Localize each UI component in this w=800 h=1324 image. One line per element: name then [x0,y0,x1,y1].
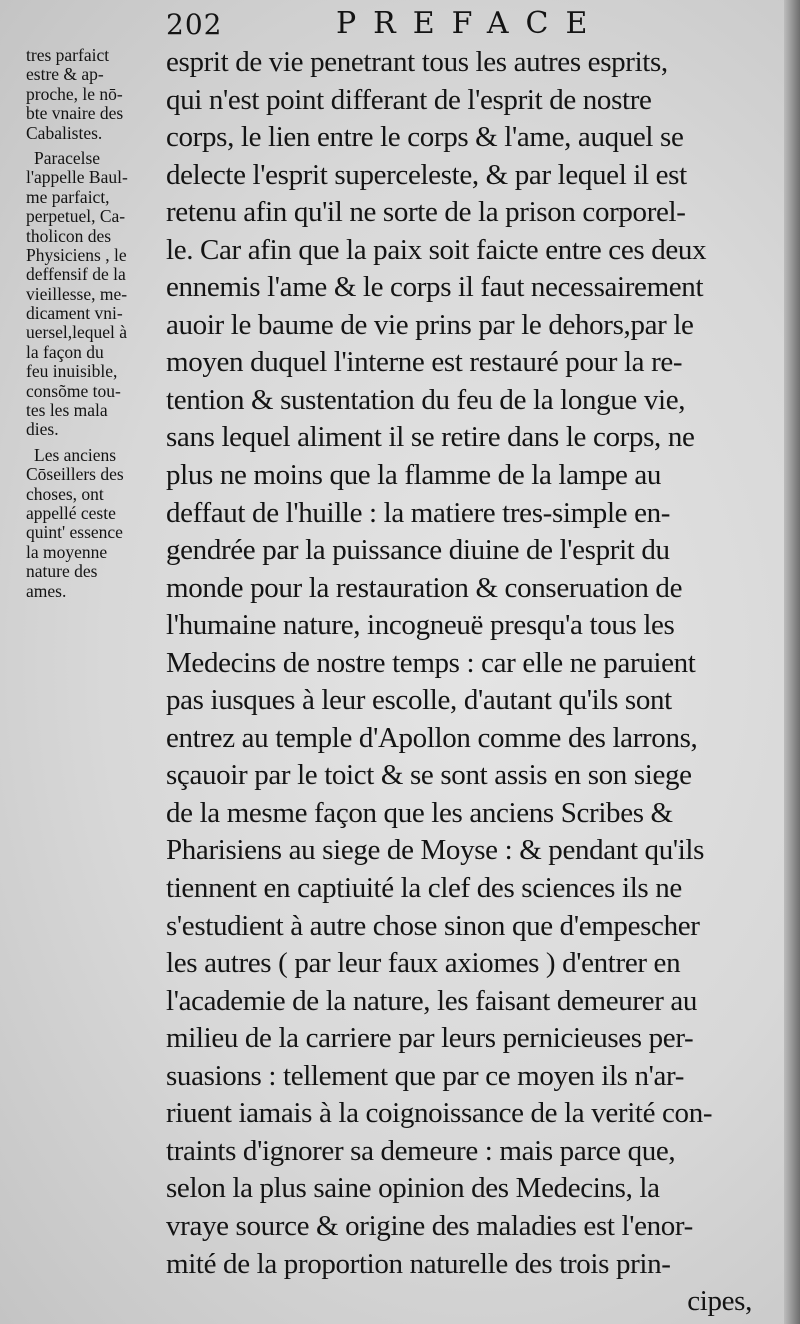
body-line: l'academie de la nature, les faisant demeurer au [166,984,698,1017]
margin-note-line: Cabalistes. [26,122,103,143]
margin-note-line: dicament vni- [26,303,123,324]
margin-note-line: perpetuel, Ca- [26,206,126,227]
body-line: gendrée par la puissance diuine de l'esprit du [166,534,670,567]
margin-note-line: l'appelle Baul- [26,167,128,188]
body-line: retenu afin qu'il ne sorte de la prison corporel- [166,196,686,229]
body-line: sans lequel aliment il se retire dans le corps, ne [166,421,695,454]
body-line: selon la plus saine opinion des Medecins, la [166,1172,660,1205]
body-line: sçauoir par le toict & se sont assis en son siege [166,759,692,792]
margin-note-line: Les anciens [34,444,117,465]
margin-note-line: tes les mala [26,400,108,421]
body-line: qui n'est point differant de l'esprit de nostre [166,83,652,116]
margin-note [26,46,162,143]
margin-note-line: choses, ont [26,483,104,504]
margin-note-line: la façon du [26,341,104,362]
margin-note-line: feu inuisible, [26,361,118,382]
body-line: riuent iamais à la coignoissance de la verité con- [166,1097,713,1130]
body-line: Pharisiens au siege de Moyse : & pendant qu'ils [166,834,705,867]
margin-note-line: consõme tou- [26,380,121,401]
body-line: auoir le baume de vie prins par le dehors,par le [166,308,694,341]
margin-note-line: estre & ap- [26,64,104,85]
body-line: milieu de la carriere par leurs pernicieuses per- [166,1022,694,1055]
margin-note-line: bte vnaire des [26,103,124,124]
body-text [166,44,752,1321]
body-line: ennemis l'ame & le corps il faut necessairement [166,271,704,304]
margin-note-line: Paracelse [34,147,101,168]
body-line: plus ne moins que la flamme de la lampe au [166,459,662,492]
margin-note [26,446,162,601]
margin-note-line: vieillesse, me- [26,283,128,304]
body-line: moyen duquel l'interne est restauré pour la re- [166,346,683,379]
margin-note-line: appellé ceste [26,502,116,523]
body-line: entrez au temple d'Apollon comme des larrons, [166,721,698,754]
body-line: corps, le lien entre le corps & l'ame, auquel se [166,121,684,154]
margin-note-line: me parfaict, [26,186,110,207]
body-line: de la mesme façon que les anciens Scribes & [166,796,673,829]
body-line: Medecins de nostre temps : car elle ne paruient [166,646,696,679]
margin-note-line: dies. [26,419,59,440]
margin-note-line: quint' essence [26,522,123,543]
body-line: s'estudient à autre chose sinon que d'empescher [166,909,700,942]
body-line: l'humaine nature, incogneuë presqu'a tous les [166,609,675,642]
margin-note-line: Physiciens , le [26,244,127,265]
body-line: cipes, [687,1285,752,1318]
margin-note-line: nature des [26,561,98,582]
page-edge-shadow [784,0,800,1324]
body-line: tiennent en captiuité la clef des sciences ils ne [166,872,682,905]
margin-note-line: deffensif de la [26,264,126,285]
body-line: vraye source & origine des maladies est l'enor- [166,1209,693,1242]
margin-note-line: la moyenne [26,541,108,562]
margin-note-line: proche, le nō- [26,83,123,104]
body-line: pas iusques à leur escolle, d'autant qu'ils sont [166,684,672,717]
margin-note-line: uersel,lequel à [26,322,128,343]
margin-note-line: ames. [26,580,67,601]
margin-note-line: tres parfaict [26,45,110,65]
body-line: le. Car afin que la paix soit faicte entre ces deux [166,233,707,266]
running-head: PREFACE [336,6,605,41]
margin-notes [26,46,162,601]
body-line: delecte l'esprit superceleste, & par lequel il est [166,158,687,191]
body-line: suasions : tellement que par ce moyen ils n'ar- [166,1059,685,1092]
page-number: 202 [166,8,223,41]
body-line: monde pour la restauration & conseruation de [166,571,683,604]
body-line: esprit de vie penetrant tous les autres esprits, [166,46,668,78]
page-header [0,4,800,44]
margin-note-line: tholicon des [26,225,112,246]
body-line: mité de la proportion naturelle des trois prin- [166,1247,671,1280]
margin-note [26,149,162,440]
body-line: traints d'ignorer sa demeure : mais parce que, [166,1134,676,1167]
margin-note-line: Cōseillers des [26,464,124,485]
body-line: les autres ( par leur faux axiomes ) d'entrer en [166,947,681,980]
body-line: deffaut de l'huille : la matiere tres-simple en- [166,496,671,529]
body-line: tention & sustentation du feu de la longue vie, [166,383,686,416]
